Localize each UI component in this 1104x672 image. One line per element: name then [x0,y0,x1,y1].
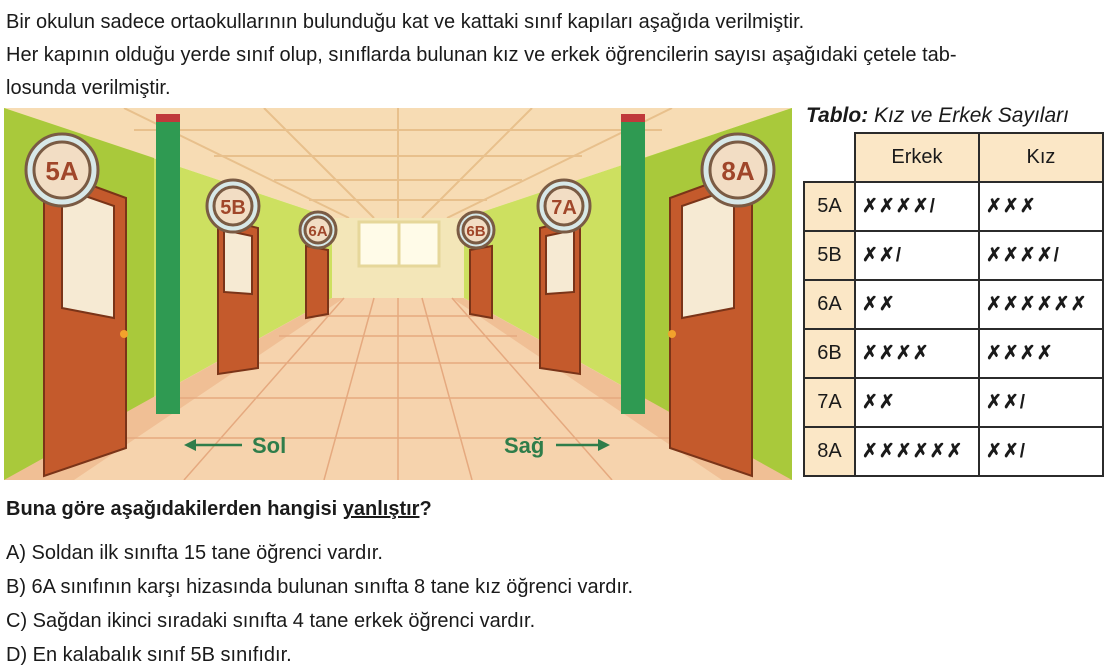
class-cell: 5A [804,182,855,231]
kiz-tally: ✗✗/ [979,378,1103,427]
table-corner [804,133,855,182]
option-d[interactable]: D) En kalabalık sınıf 5B sınıfıdır. [6,644,292,666]
table-row [804,280,1103,329]
table-row [804,427,1103,476]
class-cell: 5B [804,231,855,280]
question-text: Buna göre aşağıdakilerden hangisi [6,498,343,520]
table-header-row [804,133,1103,182]
kiz-tally: ✗✗✗✗/ [979,231,1103,280]
erkek-tally: ✗✗✗✗ [855,329,979,378]
question-stem [6,498,432,521]
intro-line-2: Her kapının olduğu yerde sınıf olup, sınıflarda bulunan kız ve erkek öğrencilerin sayısı aşağıdaki çetele tab- [6,44,957,66]
option-b[interactable]: B) 6A sınıfının karşı hizasında bulunan sınıfta 8 tane kız öğrenci vardır. [6,576,634,598]
erkek-tally: ✗✗✗✗✗✗ [855,427,979,476]
table-row [804,182,1103,231]
intro-line-3: losunda verilmiştir. [6,77,171,99]
kiz-tally: ✗✗/ [979,427,1103,476]
table-title-prefix: Tablo: [806,104,869,127]
kiz-tally: ✗✗✗✗ [979,329,1103,378]
table-row [804,378,1103,427]
erkek-tally: ✗✗ [855,280,979,329]
tally-table [803,132,1104,477]
erkek-tally: ✗✗✗✗/ [855,182,979,231]
sign-6b: 6B [466,223,486,240]
sign-8a: 8A [721,156,755,186]
question-emphasis: yanlıştır [342,498,420,520]
class-cell: 8A [804,427,855,476]
table-row [804,231,1103,280]
right-label: Sağ [504,433,545,458]
intro-text [6,6,1098,105]
class-cell: 7A [804,378,855,427]
sign-7a: 7A [551,197,577,219]
class-cell: 6B [804,329,855,378]
table-row [804,329,1103,378]
kiz-tally: ✗✗✗ [979,182,1103,231]
answer-options [6,536,633,672]
erkek-tally: ✗✗/ [855,231,979,280]
question-mark: ? [419,498,432,520]
option-c[interactable]: C) Sağdan ikinci sıradaki sınıfta 4 tane erkek öğrenci vardır. [6,610,536,632]
sign-5b: 5B [220,197,246,219]
hallway-illustration [4,108,792,480]
header-erkek: Erkek [855,133,979,182]
option-a[interactable]: A) Soldan ilk sınıfta 15 tane öğrenci vardır. [6,542,383,564]
kiz-tally: ✗✗✗✗✗✗ [979,280,1103,329]
sign-6a: 6A [308,223,328,240]
erkek-tally: ✗✗ [855,378,979,427]
sign-5a: 5A [45,156,79,186]
table-title-text: Kız ve Erkek Sayıları [868,104,1069,127]
intro-line-1: Bir okulun sadece ortaokullarının bulunduğu kat ve kattaki sınıf kapıları aşağıda verilmiştir. [6,11,805,33]
header-kiz: Kız [979,133,1103,182]
table-title [806,104,1069,128]
class-cell: 6A [804,280,855,329]
left-label: Sol [252,433,287,458]
